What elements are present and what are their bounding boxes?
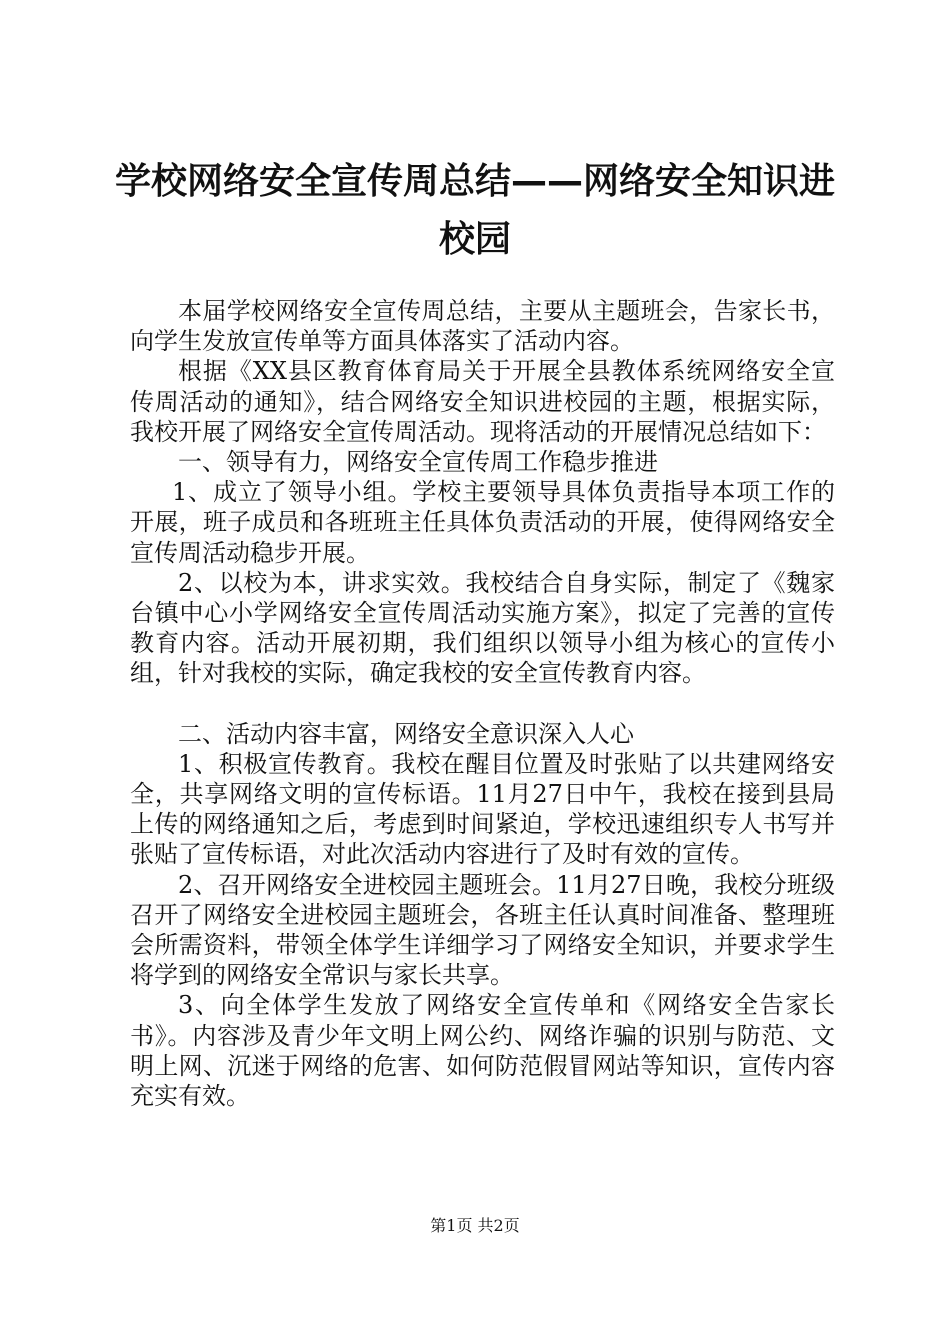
document-title-continued: 校园 (438, 219, 511, 260)
paragraph-intro: 本届学校网络安全宣传周总结，主要从主题班会，告家长书，向学生发放宣传单等方面具体落实了活动内容。 (130, 297, 835, 356)
paragraph-2-2: 2、召开网络安全进校园主题班会。11月27日晚，我校分班级召开了网络安全进校园主题班会，各班主任认真时间准备、整理班会所需资料，带领全体学生详细学习了网络安全知识，并要求学生将学到的网络安全常识与家长共享。 (130, 870, 835, 990)
paragraph-2-3: 3、向全体学生发放了网络安全宣传单和《网络安全告家长书》。内容涉及青少年文明上网公约、网络诈骗的识别与防范、文明上网、沉迷于网络的危害、如何防范假冒网站等知识，宣传内容充实有效。 (130, 991, 835, 1111)
section-heading-1: 一、领导有力，网络安全宣传周工作稳步推进 (178, 448, 658, 477)
paragraph-1-2: 2、以校为本，讲求实效。我校结合自身实际，制定了《魏家台镇中心小学网络安全宣传周活动实施方案》，拟定了完善的宣传教育内容。活动开展初期，我们组织以领导小组为核心的宣传小组，针对我校的实际，确定我校的安全宣传教育内容。 (130, 568, 835, 688)
paragraph-spacer (130, 689, 835, 719)
page-footer: 第1页 共2页 (430, 1216, 520, 1235)
document-title: 学校网络安全宣传周总结——网络安全知识进 (114, 161, 835, 202)
document-body (130, 296, 835, 1111)
paragraph-2-1: 1、积极宣传教育。我校在醒目位置及时张贴了以共建网络安全，共享网络文明的宣传标语。11月27日中午，我校在接到县局上传的网络通知之后，考虑到时间紧迫，学校迅速组织专人书写并张贴了宣传标语，对此次活动内容进行了及时有效的宣传。 (130, 749, 835, 869)
paragraph-1-1: 1、成立了领导小组。学校主要领导具体负责指导本项工作的开展，班子成员和各班班主任具体负责活动的开展，使得网络安全宣传周活动稳步开展。 (130, 478, 835, 567)
section-heading-2: 二、活动内容丰富，网络安全意识深入人心 (178, 719, 634, 748)
paragraph-background: 根据《XX县区教育体育局关于开展全县教体系统网络安全宣传周活动的通知》，结合网络安全知识进校园的主题，根据实际，我校开展了网络安全宣传周活动。现将活动的开展情况总结如下： (130, 357, 835, 446)
